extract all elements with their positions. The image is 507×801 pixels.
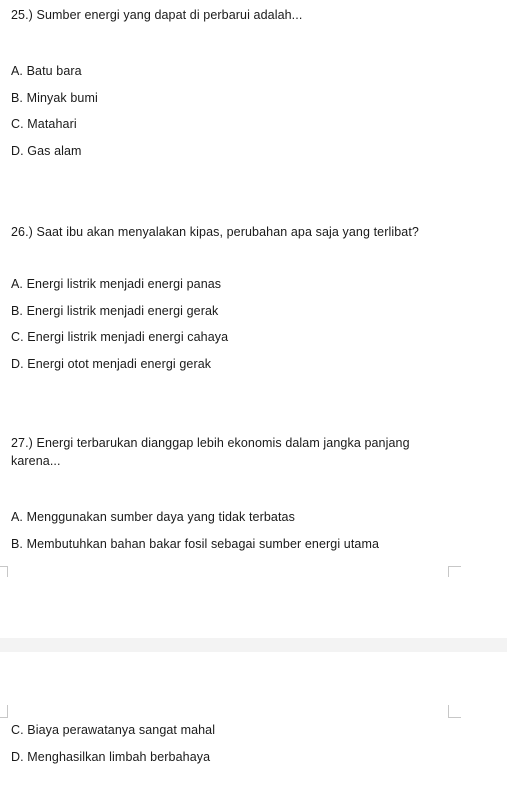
question-26-option-c[interactable]: C. Energi listrik menjadi energi cahaya <box>11 330 229 344</box>
page-gap-band <box>0 638 507 652</box>
question-27-option-b[interactable]: B. Membutuhkan bahan bakar fosil sebagai sumber energi utama <box>11 537 380 551</box>
crop-corner-top-left <box>0 566 8 577</box>
question-25-option-c[interactable]: C. Matahari <box>11 117 77 131</box>
crop-corner-bottom-right <box>448 705 461 718</box>
question-27-prompt-line-2: karena... <box>11 454 61 468</box>
question-27-prompt-line-1: 27.) Energi terbarukan dianggap lebih ekonomis dalam jangka panjang <box>11 436 410 450</box>
question-26-prompt: 26.) Saat ibu akan menyalakan kipas, perubahan apa saja yang terlibat? <box>11 225 419 239</box>
question-25-prompt: 25.) Sumber energi yang dapat di perbarui adalah... <box>11 8 303 22</box>
question-25-option-a[interactable]: A. Batu bara <box>11 64 82 78</box>
question-27-option-d[interactable]: D. Menghasilkan limbah berbahaya <box>11 750 211 764</box>
question-25-option-d[interactable]: D. Gas alam <box>11 144 82 158</box>
crop-corner-top-right <box>448 566 461 577</box>
question-25-option-b[interactable]: B. Minyak bumi <box>11 91 98 105</box>
question-26-option-b[interactable]: B. Energi listrik menjadi energi gerak <box>11 304 219 318</box>
question-27-option-c[interactable]: C. Biaya perawatanya sangat mahal <box>11 723 216 737</box>
question-26-option-d[interactable]: D. Energi otot menjadi energi gerak <box>11 357 212 371</box>
question-26-option-a[interactable]: A. Energi listrik menjadi energi panas <box>11 277 222 291</box>
crop-corner-bottom-left <box>0 705 8 718</box>
question-27-option-a[interactable]: A. Menggunakan sumber daya yang tidak terbatas <box>11 510 295 524</box>
